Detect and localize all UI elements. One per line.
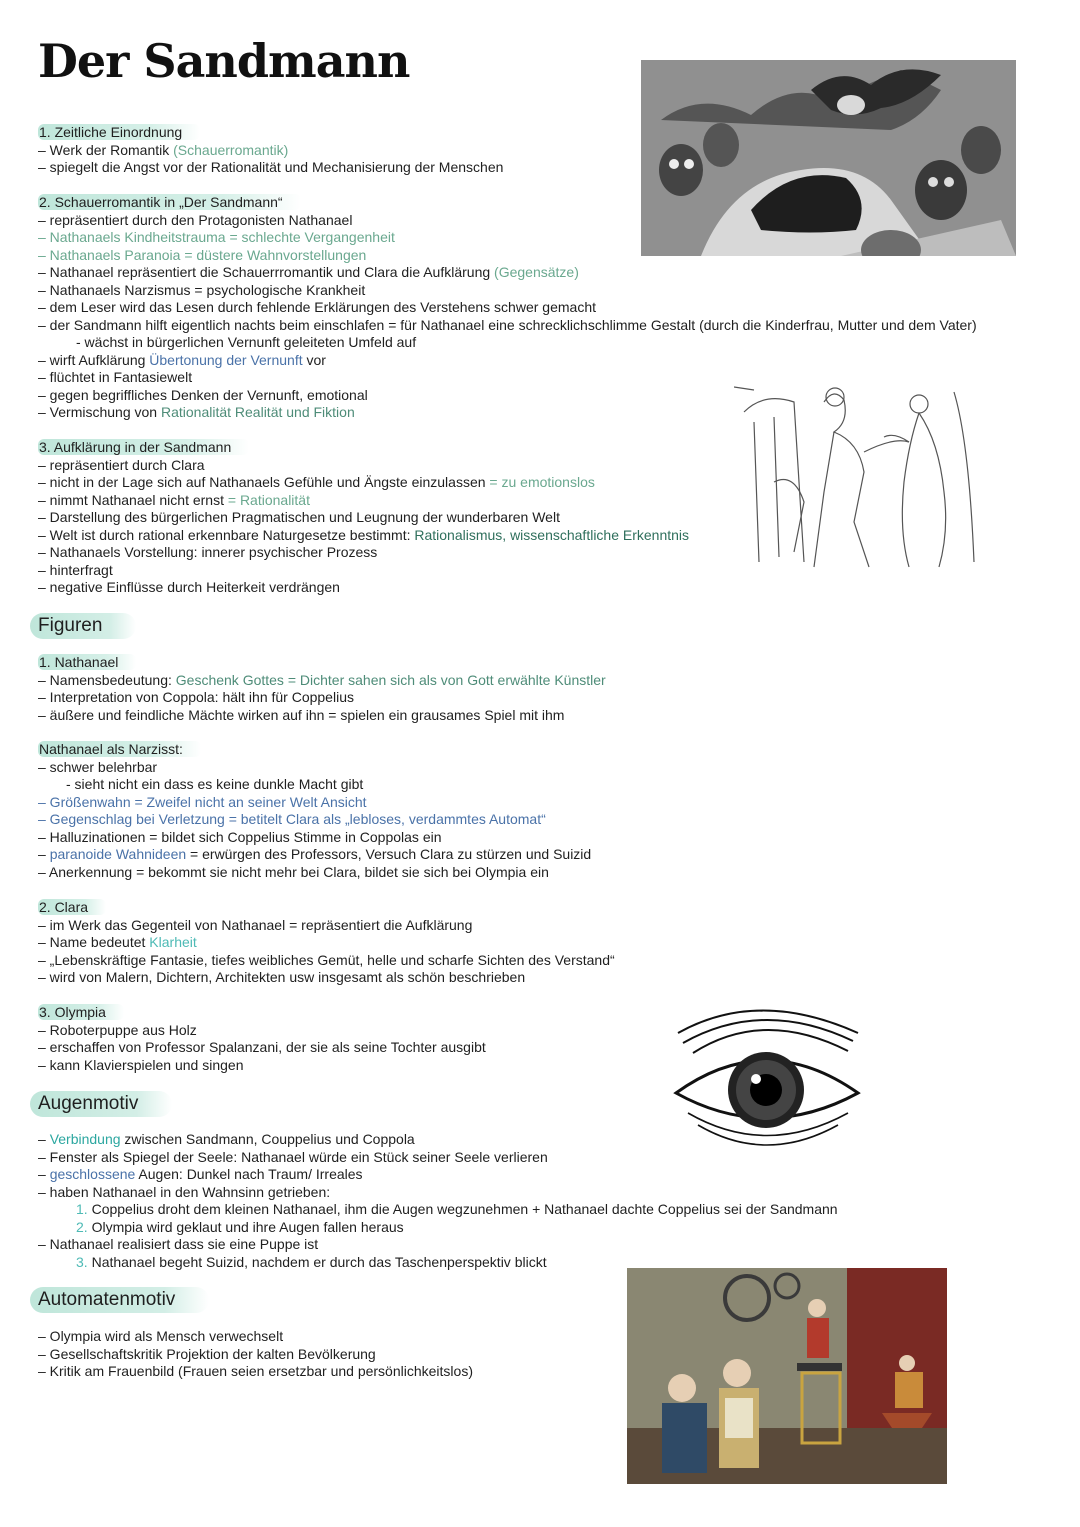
numbered-item: 3. Nathanael begeht Suizid, nachdem er durch das Taschenperspektiv blickt: [76, 1253, 547, 1270]
list-item: – gegen begriffliches Denken der Vernunft, emotional: [38, 386, 368, 403]
section-heading: 3. Aufklärung in der Sandmann: [38, 439, 249, 455]
section-heading: 2. Clara: [38, 899, 106, 915]
section-aufklaerung: [38, 439, 689, 597]
list-item: – Name bedeutet Klarheit: [38, 934, 197, 950]
list-item: – im Werk das Gegenteil von Nathanael = repräsentiert die Aufklärung: [38, 916, 473, 933]
automatenmotiv-heading: Automatenmotiv: [30, 1287, 209, 1313]
section-augenmotiv: [38, 1131, 838, 1271]
list-item: – Olympia wird als Mensch verwechselt: [38, 1328, 284, 1344]
list-item: – Größenwahn = Zweifel nicht an seiner Welt Ansicht: [38, 793, 367, 810]
list-item: – erschaffen von Professor Spalanzani, der sie als seine Tochter ausgibt: [38, 1039, 486, 1055]
section-nathanael: [38, 654, 606, 724]
section-heading: 1. Nathanael: [38, 654, 136, 670]
list-item: – wirft Aufklärung Übertonung der Vernunft vor: [38, 351, 326, 368]
automaton-illustration-image: [627, 1268, 947, 1484]
list-item: – Nathanaels Kindheitstrauma = schlechte Vergangenheit: [38, 229, 395, 245]
list-item: – der Sandmann hilft eigentlich nachts beim einschlafen = für Nathanael eine schrecklichschlimme Gestalt (durch die Kinderfrau, Mutter und dem Vater): [38, 316, 977, 333]
list-item: – wird von Malern, Dichtern, Architekten usw insgesamt als schön beschrieben: [38, 969, 526, 985]
list-item: – „Lebenskräftige Fantasie, tiefes weibliches Gemüt, helle und scharfe Sichten des Verstand“: [38, 951, 615, 968]
list-item: – nimmt Nathanael nicht ernst = Rationalität: [38, 491, 310, 508]
list-item: – Verbindung zwischen Sandmann, Couppelius und Coppola: [38, 1131, 415, 1147]
list-item: – Kritik am Frauenbild (Frauen seien ersetzbar und persönlichkeitslos): [38, 1363, 473, 1379]
figuren-heading: Figuren: [30, 613, 136, 639]
list-item: – äußere und feindliche Mächte wirken auf ihn = spielen ein grausames Spiel mit ihm: [38, 706, 565, 723]
section-schauerromantik: [38, 194, 977, 422]
list-item: – Anerkennung = bekommt sie nicht mehr bei Clara, bildet sie sich bei Olympia ein: [38, 863, 549, 880]
list-subitem: - sieht nicht ein dass es keine dunkle Macht gibt: [66, 776, 364, 792]
list-item: – haben Nathanael in den Wahnsinn getrieben:: [38, 1183, 331, 1200]
list-item: – repräsentiert durch den Protagonisten Nathanael: [38, 211, 353, 228]
page-title: Der Sandmann: [38, 34, 410, 88]
list-item: – Namensbedeutung: Geschenk Gottes = Dichter sahen sich als von Gott erwählte Künstler: [38, 671, 606, 688]
section-olympia: [38, 1004, 486, 1074]
list-item: – Fenster als Spiegel der Seele: Nathanael würde ein Stück seiner Seele verlieren: [38, 1148, 548, 1165]
list-item: – negative Einflüsse durch Heiterkeit verdrängen: [38, 579, 340, 595]
list-item: – Nathanael repräsentiert die Schauerrromantik und Clara die Aufklärung (Gegensätze): [38, 264, 579, 280]
list-subitem: - wächst in bürgerlichen Vernunft geleiteten Umfeld auf: [76, 334, 417, 350]
list-item: – geschlossene Augen: Dunkel nach Traum/ Irreales: [38, 1166, 363, 1182]
list-item: – dem Leser wird das Lesen durch fehlende Erklärungen des Verstehens schwer gemacht: [38, 299, 596, 315]
list-item: – hinterfragt: [38, 561, 113, 578]
list-item: – Vermischung von Rationalität Realität und Fiktion: [38, 404, 355, 420]
section-heading: 3. Olympia: [38, 1004, 124, 1020]
list-item: – schwer belehrbar: [38, 758, 158, 775]
list-item: – Gegenschlag bei Verletzung = betitelt Clara als „lebloses, verdammtes Automat“: [38, 811, 546, 827]
section-heading: 2. Schauerromantik in „Der Sandmann“: [38, 194, 301, 210]
list-item: – Nathanaels Vorstellung: innerer psychischer Prozess: [38, 544, 378, 560]
list-item: – paranoide Wahnideen = erwürgen des Professors, Versuch Clara zu stürzen und Suizid: [38, 846, 592, 862]
list-item: – Nathanaels Paranoia = düstere Wahnvorstellungen: [38, 246, 367, 263]
list-item: – Interpretation von Coppola: hält ihn für Coppelius: [38, 689, 354, 705]
numbered-item: 1. Coppelius droht dem kleinen Nathanael, ihm die Augen wegzunehmen + Nathanael dachte Coppelius sei der Sandmann: [76, 1201, 838, 1217]
section-heading: 1. Zeitliche Einordnung: [38, 124, 200, 140]
numbered-item: 2. Olympia wird geklaut und ihre Augen fallen heraus: [76, 1218, 404, 1235]
list-item: – Gesellschaftskritik Projektion der kalten Bevölkerung: [38, 1345, 376, 1362]
list-item: – Welt ist durch rational erkennbare Naturgesetze bestimmt: Rationalismus, wissenschaftliche Erkenntnis: [38, 526, 690, 543]
section-heading: Nathanael als Narzisst:: [38, 741, 201, 757]
list-item: – Darstellung des bürgerlichen Pragmatischen und Leugnung der wunderbaren Welt: [38, 509, 560, 525]
section-clara: [38, 899, 615, 987]
list-item: – kann Klavierspielen und singen: [38, 1056, 244, 1073]
list-item: – Nathanael realisiert dass sie eine Puppe ist: [38, 1236, 319, 1252]
section-zeitliche-einordnung: [38, 124, 503, 177]
list-item: – Halluzinationen = bildet sich Coppelius Stimme in Coppolas ein: [38, 828, 442, 845]
list-item: – Nathanaels Narzismus = psychologische Krankheit: [38, 281, 366, 298]
list-item: – repräsentiert durch Clara: [38, 456, 205, 473]
list-item: – nicht in der Lage sich auf Nathanaels Gefühle und Ängste einzulassen = zu emotionslos: [38, 474, 595, 490]
list-item: – spiegelt die Angst vor der Rationalität und Mechanisierung der Menschen: [38, 159, 504, 175]
section-automatenmotiv: [38, 1328, 473, 1381]
list-item: – flüchtet in Fantasiewelt: [38, 369, 193, 385]
augenmotiv-heading: Augenmotiv: [30, 1091, 172, 1117]
list-item: – Roboterpuppe aus Holz: [38, 1021, 197, 1038]
list-item: – Werk der Romantik (Schauerromantik): [38, 141, 289, 158]
section-narzisst: [38, 741, 591, 881]
